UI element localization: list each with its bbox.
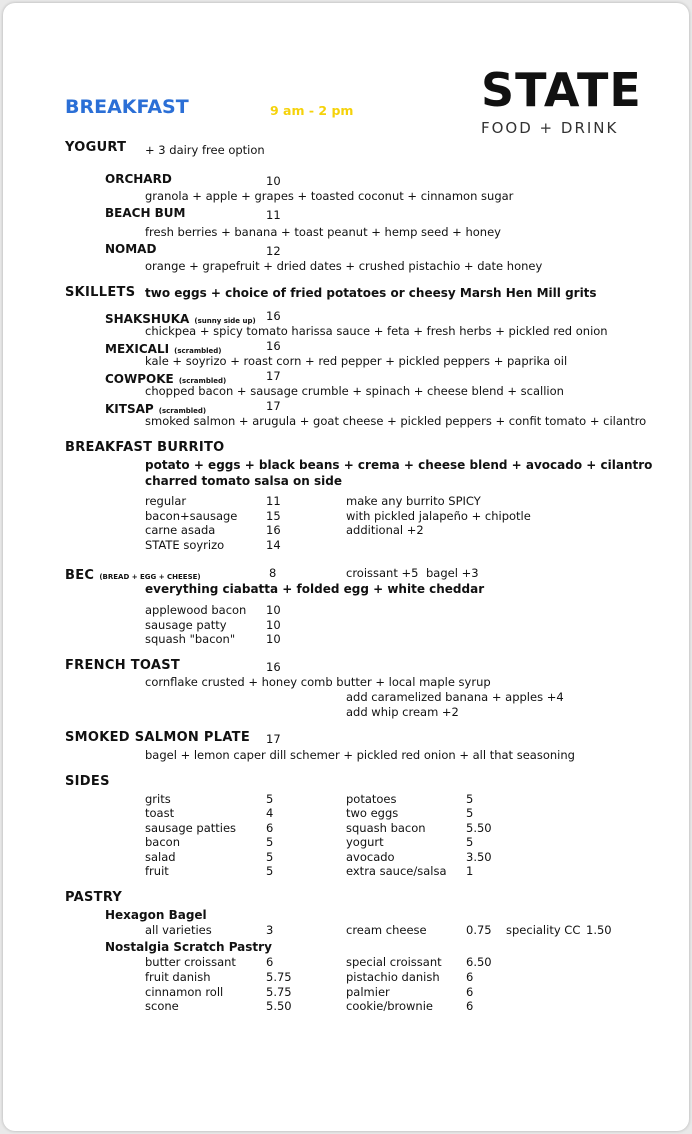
option-name: carne asada — [145, 523, 216, 537]
side-price: 6 — [266, 821, 274, 835]
option-name: regular — [145, 494, 187, 508]
item-price: 12 — [266, 244, 281, 258]
item-tag: (scrambled) — [174, 347, 222, 355]
bec-croissant: croissant +5 — [346, 566, 419, 580]
hours: 9 am - 2 pm — [270, 103, 354, 118]
side-price: 3.50 — [466, 850, 492, 864]
pastry-price: 6 — [466, 999, 474, 1013]
side-name: yogurt — [346, 835, 384, 849]
item-name: KITSAP — [105, 402, 154, 416]
option-name: STATE soyrizo — [145, 538, 225, 552]
pastry-price: 5.75 — [266, 985, 292, 999]
logo-main: STATE — [481, 63, 642, 117]
item-price: 16 — [266, 309, 281, 323]
section-burrito: BREAKFAST BURRITO — [65, 440, 225, 455]
item-tag: (scrambled) — [178, 377, 227, 385]
logo-sub: FOOD + DRINK — [481, 119, 619, 137]
pastry-price: 6 — [466, 985, 474, 999]
item-price: 11 — [266, 208, 281, 222]
item-desc: chopped bacon + sausage crumble + spinach + cheese blend + scallion — [145, 384, 564, 398]
pastry-name: fruit danish — [145, 970, 211, 984]
pastry-price: 6 — [266, 955, 274, 969]
side-name: two eggs — [346, 806, 399, 820]
item-name: SHAKSHUKA — [105, 312, 190, 326]
section-pastry: PASTRY — [65, 890, 123, 905]
salmon-price: 17 — [266, 732, 281, 746]
item-price: 16 — [266, 339, 281, 353]
side-name: potatoes — [346, 792, 397, 806]
side-price: 5 — [266, 835, 274, 849]
side-name: avocado — [346, 850, 395, 864]
menu-title: BREAKFAST — [65, 96, 189, 118]
side-name: squash bacon — [346, 821, 426, 835]
pastry-name: cookie/brownie — [346, 999, 433, 1013]
option-price: 10 — [266, 618, 281, 632]
french-toast-price: 16 — [266, 660, 281, 674]
option-price: 15 — [266, 509, 281, 523]
pastry-name: special croissant — [346, 955, 442, 969]
side-name: toast — [145, 806, 175, 820]
side-price: 5 — [466, 792, 474, 806]
option-name: applewood bacon — [145, 603, 247, 617]
section-skillets: SKILLETS — [65, 285, 136, 300]
side-price: 4 — [266, 806, 274, 820]
option-name: sausage patty — [145, 618, 227, 632]
yogurt-note: + 3 dairy free option — [145, 143, 265, 157]
side-price: 5 — [266, 864, 274, 878]
pastry-price: 3 — [266, 923, 274, 937]
pastry-price: 5.75 — [266, 970, 292, 984]
item-tag: (sunny side up) — [194, 317, 256, 325]
side-name: sausage patties — [145, 821, 237, 835]
french-toast-addon: add caramelized banana + apples +4 — [346, 690, 564, 704]
section-bec: BEC — [65, 568, 95, 583]
item-name: COWPOKE — [105, 372, 174, 386]
pastry-name: speciality CC — [506, 923, 581, 937]
side-name: salad — [145, 850, 176, 864]
side-name: extra sauce/salsa — [346, 864, 447, 878]
pastry-price: 0.75 — [466, 923, 492, 937]
pastry-price: 5.50 — [266, 999, 292, 1013]
burrito-extra: make any burrito SPICY — [346, 494, 481, 508]
section-salmon: SMOKED SALMON PLATE — [65, 730, 251, 745]
item-name: MEXICALI — [105, 342, 170, 356]
item-desc: chickpea + spicy tomato harissa sauce + feta + fresh herbs + pickled red onion — [145, 324, 608, 338]
side-price: 1 — [466, 864, 474, 878]
side-name: grits — [145, 792, 171, 806]
salmon-desc: bagel + lemon caper dill schemer + pickled red onion + all that seasoning — [145, 748, 575, 762]
side-price: 5 — [266, 850, 274, 864]
item-price: 10 — [266, 174, 281, 188]
option-name: squash "bacon" — [145, 632, 236, 646]
nostalgia-title: Nostalgia Scratch Pastry — [105, 940, 272, 954]
pastry-name: all varieties — [145, 923, 212, 937]
menu-page — [3, 3, 689, 1131]
burrito-desc: charred tomato salsa on side — [145, 474, 342, 488]
pastry-price: 6 — [466, 970, 474, 984]
option-price: 10 — [266, 632, 281, 646]
side-name: fruit — [145, 864, 169, 878]
bec-desc: everything ciabatta + folded egg + white cheddar — [145, 582, 485, 596]
option-price: 10 — [266, 603, 281, 617]
burrito-extra: additional +2 — [346, 523, 424, 537]
burrito-desc: potato + eggs + black beans + crema + cheese blend + avocado + cilantro — [145, 458, 653, 472]
pastry-name: scone — [145, 999, 179, 1013]
side-price: 5 — [466, 835, 474, 849]
french-toast-addon: add whip cream +2 — [346, 705, 459, 719]
side-name: bacon — [145, 835, 180, 849]
side-price: 5 — [466, 806, 474, 820]
item-desc: fresh berries + banana + toast peanut + hemp seed + honey — [145, 225, 501, 239]
item-desc: orange + grapefruit + dried dates + crushed pistachio + date honey — [145, 259, 543, 273]
option-price: 11 — [266, 494, 281, 508]
burrito-extra: with pickled jalapeño + chipotle — [346, 509, 531, 523]
pastry-price: 6.50 — [466, 955, 492, 969]
side-price: 5 — [266, 792, 274, 806]
pastry-name: pistachio danish — [346, 970, 440, 984]
section-french-toast: FRENCH TOAST — [65, 658, 181, 673]
pastry-name: cream cheese — [346, 923, 427, 937]
bagel-title: Hexagon Bagel — [105, 908, 207, 922]
item-desc: smoked salmon + arugula + goat cheese + pickled peppers + confit tomato + cilantro — [145, 414, 647, 428]
bec-price: 8 — [269, 566, 277, 580]
item-desc: granola + apple + grapes + toasted coconut + cinnamon sugar — [145, 189, 514, 203]
bec-tag: (BREAD + EGG + CHEESE) — [99, 573, 201, 581]
section-sides: SIDES — [65, 774, 110, 789]
item-price: 17 — [266, 399, 281, 413]
pastry-price: 1.50 — [586, 923, 612, 937]
option-price: 14 — [266, 538, 281, 552]
pastry-name: cinnamon roll — [145, 985, 224, 999]
bec-bagel: bagel +3 — [426, 566, 479, 580]
section-bec-header — [65, 564, 201, 583]
section-yogurt: YOGURT — [65, 140, 127, 155]
side-price: 5.50 — [466, 821, 492, 835]
option-price: 16 — [266, 523, 281, 537]
pastry-name: palmier — [346, 985, 390, 999]
item-name: ORCHARD — [105, 172, 172, 186]
item-name: BEACH BUM — [105, 206, 186, 220]
pastry-name: butter croissant — [145, 955, 236, 969]
item-name: NOMAD — [105, 242, 157, 256]
item-price: 17 — [266, 369, 281, 383]
item-tag: (scrambled) — [158, 407, 207, 415]
option-name: bacon+sausage — [145, 509, 238, 523]
french-toast-desc: cornflake crusted + honey comb butter + local maple syrup — [145, 675, 491, 689]
skillets-note: two eggs + choice of fried potatoes or cheesy Marsh Hen Mill grits — [145, 286, 597, 300]
item-desc: kale + soyrizo + roast corn + red pepper + pickled peppers + paprika oil — [145, 354, 568, 368]
